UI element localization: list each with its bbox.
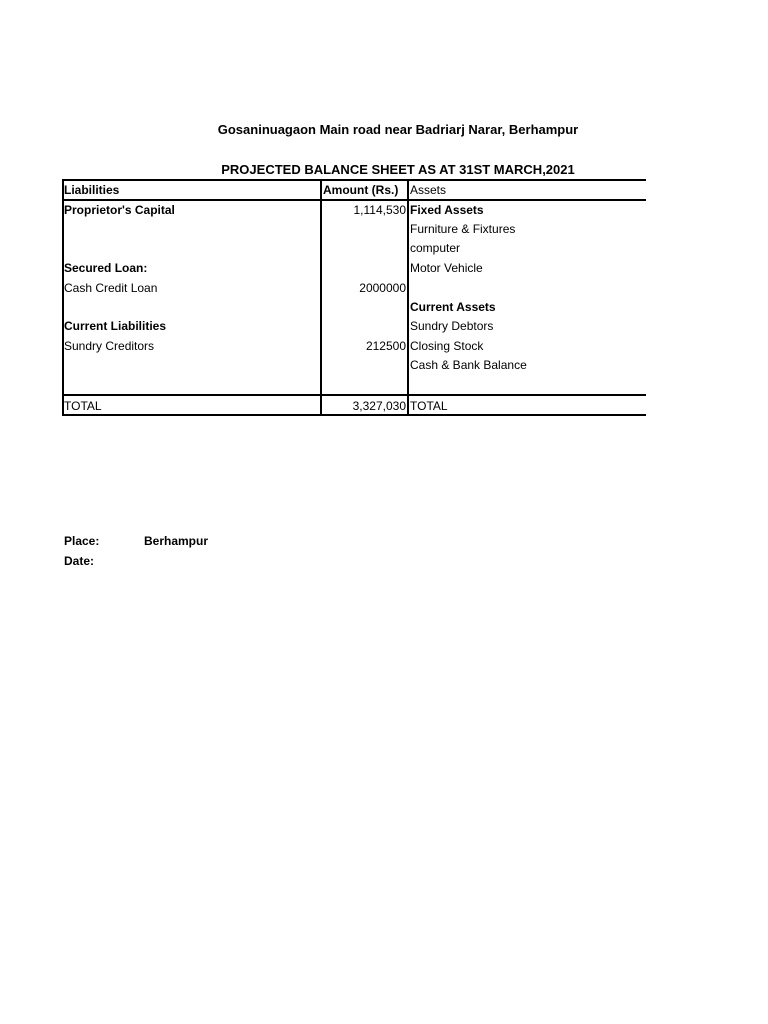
asset-motor-vehicle: Motor Vehicle [410, 261, 483, 275]
liability-capital: Proprietor's Capital [64, 203, 175, 217]
header-row-border [62, 199, 646, 201]
total-label-liabilities: TOTAL [64, 399, 102, 413]
asset-current: Current Assets [410, 300, 496, 314]
date-label: Date: [64, 554, 95, 568]
balance-sheet-title: PROJECTED BALANCE SHEET AS AT 31ST MARCH,2021 [221, 162, 575, 177]
amount-cash-credit: 2000000 [359, 281, 406, 295]
amount-sundry-creditors: 212500 [365, 339, 406, 353]
place-value: Berhampur [144, 534, 209, 548]
table-bottom-border [62, 414, 646, 416]
asset-furniture: Furniture & Fixtures [410, 222, 516, 236]
column-header-amount: Amount (Rs.) [323, 183, 399, 197]
place-label: Place: [64, 534, 100, 548]
total-row-top-border [62, 394, 646, 396]
table-top-border [62, 179, 646, 181]
column-header-assets: Assets [410, 183, 447, 197]
company-address: Gosaninuagaon Main road near Badriarj Narar, Berhampur [217, 122, 579, 137]
total-label-assets: TOTAL [410, 399, 448, 413]
liability-secured-loan: Secured Loan: [64, 261, 148, 275]
liability-sundry-creditors: Sundry Creditors [64, 339, 155, 353]
column-header-liabilities: Liabilities [64, 183, 120, 197]
total-amount: 3,327,030 [352, 399, 406, 413]
asset-computer: computer [410, 241, 461, 255]
balance-sheet-table [62, 179, 646, 417]
asset-fixed: Fixed Assets [410, 203, 484, 217]
assets-column-border [407, 179, 409, 416]
liability-current: Current Liabilities [64, 319, 167, 333]
asset-cash-bank: Cash & Bank Balance [410, 358, 527, 372]
asset-sundry-debtors: Sundry Debtors [410, 319, 494, 333]
amount-capital: 1,114,530 [353, 203, 406, 217]
liability-cash-credit: Cash Credit Loan [64, 281, 158, 295]
asset-closing-stock: Closing Stock [410, 339, 484, 353]
